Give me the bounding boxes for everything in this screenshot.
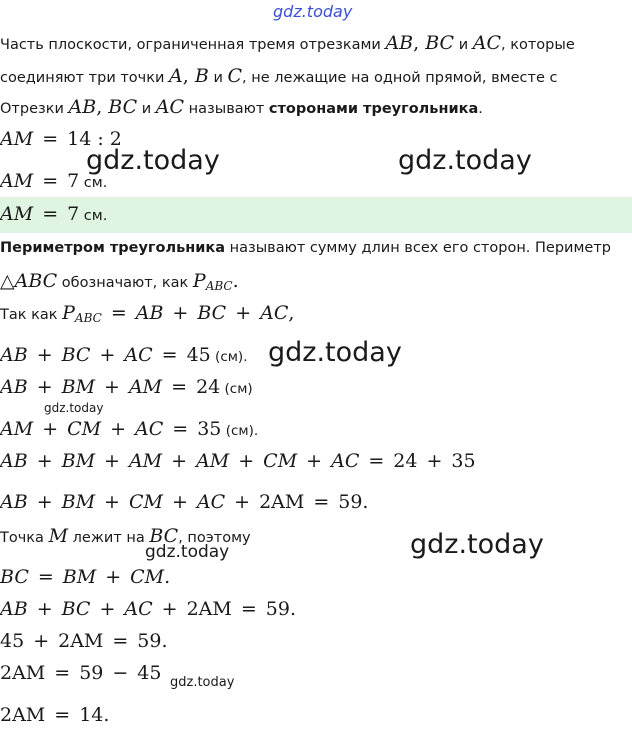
equation-sum-45: AB + BC + AC = 45 (см). [0, 344, 248, 366]
watermark: gdz.today [86, 145, 220, 176]
para1-line2: соединяют три точки A, B и C, не лежащие на одной прямой, вместе с [0, 65, 558, 87]
para1-line3: Отрезки AB, BC и AC называют сторонами треугольника. [0, 96, 483, 118]
para1-line1: Часть плоскости, ограниченная тремя отрезками AB, BC и AC, которые [0, 32, 575, 54]
equation-am-14-2: AM = 14 : 2 [0, 128, 122, 150]
watermark: gdz.today [145, 542, 230, 562]
watermark: gdz.today [268, 337, 402, 368]
equation-sum-24: AB + BM + AM = 24 (см) [0, 376, 253, 398]
equation-am-7: AM = 7 см. [0, 170, 108, 192]
watermark-top: gdz.today [273, 2, 353, 21]
watermark: gdz.today [170, 675, 235, 690]
equation-substituted: AB + BC + AC + 2AM = 59. [0, 598, 296, 620]
equation-perimeter-def: Так как $P_{ABC}$ = AB + BC + AC, [0, 302, 295, 325]
para2-line2: △ABC обозначают, как $P_{ABC}$. [0, 270, 239, 293]
equation-sum-35: AM + CM + AC = 35 (см). [0, 418, 259, 440]
equation-combined-sum: AB + BM + AM + AM + CM + AC = 24 + 35 [0, 450, 476, 472]
para3-line: Точка M лежит на BC, поэтому [0, 525, 251, 547]
equation-bc-split: BC = BM + CM. [0, 566, 171, 588]
watermark: gdz.today [410, 529, 544, 560]
equation-45-plus: 45 + 2AM = 59. [0, 630, 168, 652]
equation-2am-14: 2AM = 14. [0, 704, 110, 726]
watermark: gdz.today [398, 145, 532, 176]
watermark: gdz.today [44, 401, 104, 415]
para2-line1: Периметром треугольника называют сумму длин всех его сторон. Периметр [0, 240, 611, 256]
equation-2am-diff: 2AM = 59 − 45 [0, 662, 162, 684]
equation-sum-59: AB + BM + CM + AC + 2AM = 59. [0, 491, 369, 513]
answer-am-7: AM = 7 см. [0, 203, 108, 225]
